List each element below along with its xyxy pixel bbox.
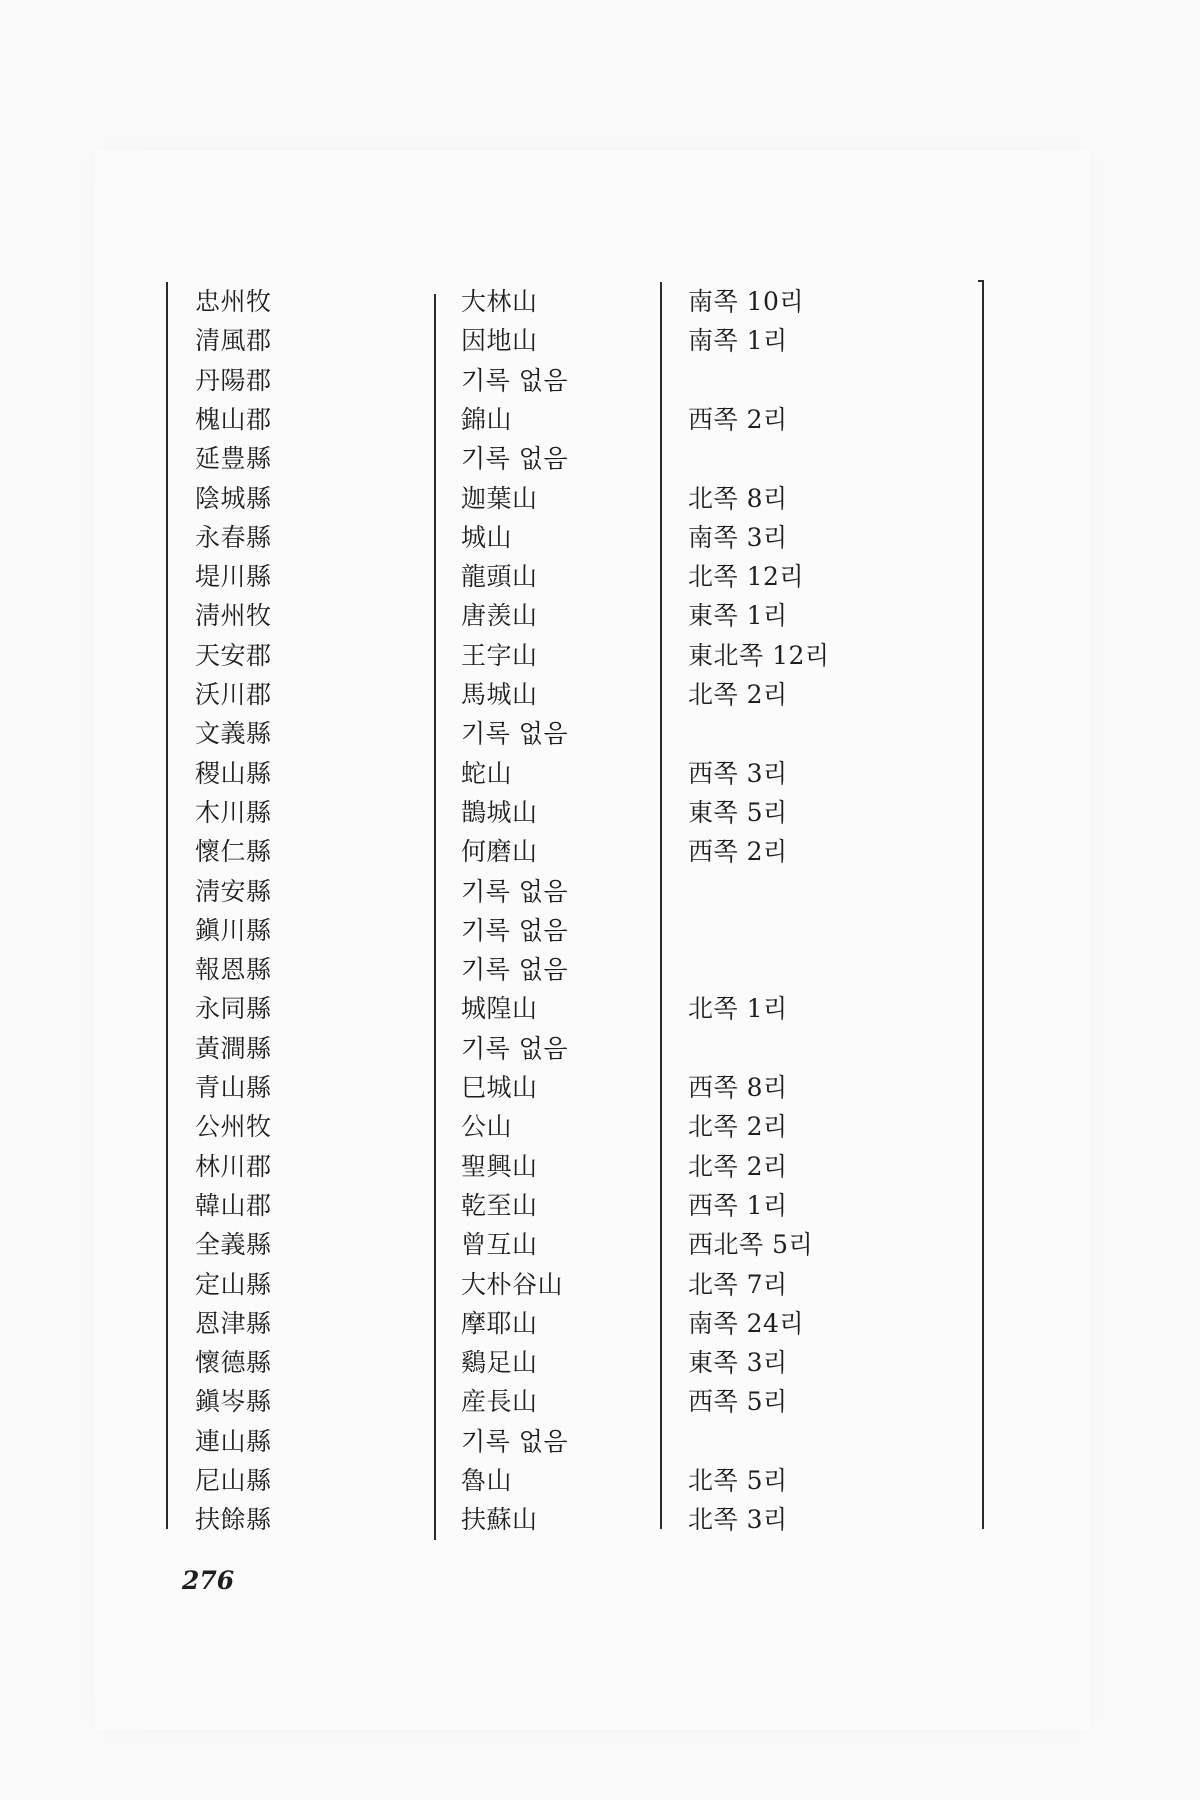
county-cell: 全義縣 — [195, 1230, 272, 1260]
mountain-cell: 錦山 — [461, 404, 513, 434]
county-cell: 木川縣 — [195, 797, 272, 827]
location-cell: 西쪽 3리 — [688, 758, 788, 788]
table-row — [0, 754, 1200, 793]
county-cell: 韓山郡 — [195, 1190, 272, 1220]
table-row — [0, 832, 1200, 871]
table-row — [0, 1186, 1200, 1225]
table-row — [0, 321, 1200, 360]
page-number: 276 — [182, 1566, 235, 1595]
mountain-cell: 城山 — [461, 522, 513, 552]
county-cell: 黃澗縣 — [195, 1033, 272, 1063]
mountain-cell: 기록 없음 — [461, 876, 569, 906]
table-row — [0, 1225, 1200, 1264]
mountain-cell: 何磨山 — [461, 837, 538, 867]
table-row — [0, 557, 1200, 596]
county-cell: 青山縣 — [195, 1073, 272, 1102]
location-cell: 北쪽 2리 — [688, 680, 788, 709]
table-row — [0, 1382, 1200, 1421]
county-cell: 鎭岑縣 — [195, 1387, 272, 1417]
county-cell: 懷德縣 — [195, 1348, 272, 1378]
table-row — [0, 793, 1200, 832]
county-cell: 公州牧 — [195, 1112, 272, 1142]
table-row — [0, 439, 1200, 478]
county-cell: 尼山縣 — [195, 1466, 272, 1495]
location-cell: 北쪽 5리 — [688, 1466, 788, 1495]
table-row — [0, 400, 1200, 439]
mountain-cell: 鵲城山 — [461, 797, 538, 827]
mountain-cell: 기록 없음 — [461, 365, 569, 395]
mountain-cell: 曾互山 — [461, 1230, 538, 1260]
location-cell: 西쪽 2리 — [688, 837, 788, 867]
county-cell: 堤川縣 — [195, 562, 272, 592]
county-cell: 陰城縣 — [195, 483, 272, 513]
county-cell: 恩津縣 — [195, 1308, 272, 1338]
table-row — [0, 1500, 1200, 1539]
location-cell: 北쪽 2리 — [688, 1112, 788, 1142]
mountain-cell: 기록 없음 — [461, 955, 569, 985]
county-cell: 定山縣 — [195, 1269, 272, 1299]
location-cell: 南쪽 24리 — [688, 1308, 805, 1338]
mountain-cell: 기록 없음 — [461, 444, 569, 474]
county-cell: 扶餘縣 — [195, 1505, 272, 1535]
table-row — [0, 1265, 1200, 1304]
location-cell: 東쪽 1리 — [688, 601, 788, 631]
county-cell: 天安郡 — [195, 640, 272, 670]
location-cell: 北쪽 8리 — [688, 483, 788, 513]
mountain-cell: 馬城山 — [461, 680, 538, 709]
location-cell: 西北쪽 5리 — [688, 1230, 814, 1260]
location-cell: 南쪽 10리 — [688, 287, 805, 316]
table-row — [0, 1029, 1200, 1068]
table-row — [0, 479, 1200, 518]
location-cell: 北쪽 2리 — [688, 1151, 788, 1181]
county-cell: 槐山郡 — [195, 404, 272, 434]
county-cell: 林川郡 — [195, 1151, 272, 1181]
mountain-cell: 기록 없음 — [461, 719, 569, 749]
county-cell: 忠州牧 — [195, 287, 272, 316]
county-cell: 文義縣 — [195, 719, 272, 749]
table-row — [0, 911, 1200, 950]
location-cell: 北쪽 12리 — [688, 562, 805, 592]
mountain-cell: 기록 없음 — [461, 1033, 569, 1063]
mountain-cell: 魯山 — [461, 1466, 513, 1495]
county-cell: 丹陽郡 — [195, 365, 272, 395]
table-row — [0, 714, 1200, 753]
table-row — [0, 872, 1200, 911]
location-cell: 東北쪽 12리 — [688, 640, 830, 670]
county-cell: 淸安縣 — [195, 876, 272, 906]
location-cell: 西쪽 5리 — [688, 1387, 788, 1417]
county-cell: 沃川郡 — [195, 680, 272, 709]
mountain-cell: 기록 없음 — [461, 915, 569, 945]
mountain-cell: 鷄足山 — [461, 1348, 538, 1378]
table-row — [0, 1068, 1200, 1107]
mountain-cell: 公山 — [461, 1112, 513, 1142]
county-cell: 連山縣 — [195, 1426, 272, 1456]
table-row — [0, 636, 1200, 675]
mountain-cell: 唐羡山 — [461, 601, 538, 631]
mountain-cell: 大朴谷山 — [461, 1269, 564, 1299]
county-cell: 報恩縣 — [195, 955, 272, 985]
mountain-cell: 産長山 — [461, 1387, 538, 1417]
table-row — [0, 1147, 1200, 1186]
location-cell: 東쪽 5리 — [688, 797, 788, 827]
mountain-cell: 王字山 — [461, 640, 538, 670]
table-row — [0, 361, 1200, 400]
location-cell: 北쪽 1리 — [688, 994, 788, 1024]
location-cell: 南쪽 1리 — [688, 326, 788, 356]
county-cell: 延豊縣 — [195, 444, 272, 474]
location-cell: 西쪽 8리 — [688, 1073, 788, 1102]
table-row — [0, 1422, 1200, 1461]
location-cell: 西쪽 1리 — [688, 1190, 788, 1220]
mountain-cell: 因地山 — [461, 326, 538, 356]
table-row — [0, 282, 1200, 321]
county-cell: 懷仁縣 — [195, 837, 272, 867]
table-row — [0, 1304, 1200, 1343]
table-row — [0, 675, 1200, 714]
mountain-cell: 摩耶山 — [461, 1308, 538, 1338]
table-row — [0, 596, 1200, 635]
location-cell: 北쪽 7리 — [688, 1269, 788, 1299]
mountain-cell: 大林山 — [461, 287, 538, 316]
mountain-cell: 기록 없음 — [461, 1426, 569, 1456]
table-row — [0, 1461, 1200, 1500]
table-row — [0, 1343, 1200, 1382]
mountain-cell: 乾至山 — [461, 1190, 538, 1220]
table-row — [0, 1107, 1200, 1146]
county-cell: 淸州牧 — [195, 601, 272, 631]
county-cell: 永同縣 — [195, 994, 272, 1024]
location-cell: 東쪽 3리 — [688, 1348, 788, 1378]
county-cell: 永春縣 — [195, 522, 272, 552]
location-cell: 北쪽 3리 — [688, 1505, 788, 1535]
county-cell: 清風郡 — [195, 326, 272, 356]
mountain-cell: 迦葉山 — [461, 483, 538, 513]
table-row — [0, 989, 1200, 1028]
mountain-cell: 扶蘇山 — [461, 1505, 538, 1535]
mountain-cell: 巳城山 — [461, 1073, 538, 1102]
location-cell: 南쪽 3리 — [688, 522, 788, 552]
location-cell: 西쪽 2리 — [688, 404, 788, 434]
mountain-cell: 城隍山 — [461, 994, 538, 1024]
mountain-cell: 龍頭山 — [461, 562, 538, 592]
mountain-cell: 聖興山 — [461, 1151, 538, 1181]
table-row — [0, 518, 1200, 557]
county-cell: 鎭川縣 — [195, 915, 272, 945]
table-row — [0, 950, 1200, 989]
county-cell: 稷山縣 — [195, 758, 272, 788]
mountain-cell: 蛇山 — [461, 758, 513, 788]
